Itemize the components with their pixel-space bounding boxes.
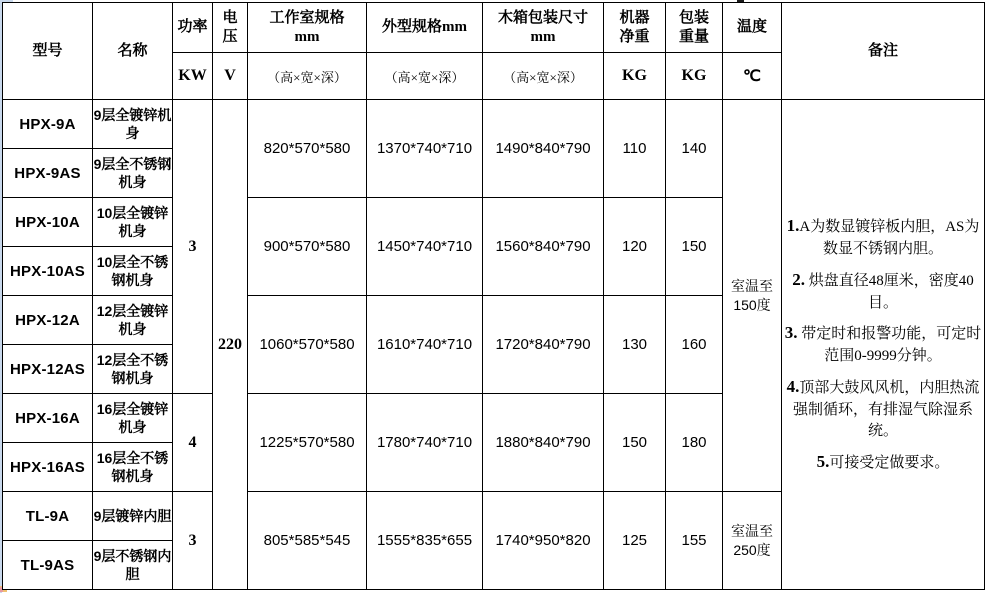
name-cell: 9层镀锌内胆 (93, 492, 173, 541)
external-spec-cell: 1450*740*710 (367, 198, 483, 296)
name-cell: 12层全镀锌机身 (93, 296, 173, 345)
table-row (3, 100, 985, 149)
name-cell: 10层全镀锌机身 (93, 198, 173, 247)
remark-item: 5.可接受定做要求。 (816, 452, 950, 471)
header-package-unit: （高×宽×深） (483, 53, 604, 100)
net-weight-cell: 110 (604, 100, 666, 198)
header-voltage-unit: V (213, 53, 248, 100)
name-cell: 9层全镀锌机身 (93, 100, 173, 149)
net-weight-cell: 120 (604, 198, 666, 296)
remark-item: 3. 带定时和报警功能，可定时范围0-9999分钟。 (784, 323, 982, 364)
chamber-spec-cell: 820*570*580 (248, 100, 367, 198)
header-power-unit: KW (173, 53, 213, 100)
package-size-cell: 1490*840*790 (483, 100, 604, 198)
power-cell: 3 (173, 492, 213, 590)
model-cell: TL-9A (3, 492, 93, 541)
name-cell: 9层全不锈钢机身 (93, 149, 173, 198)
model-cell: HPX-12A (3, 296, 93, 345)
name-cell: 9层不锈钢内胆 (93, 541, 173, 590)
model-cell: TL-9AS (3, 541, 93, 590)
name-cell: 16层全镀锌机身 (93, 394, 173, 443)
net-weight-cell: 130 (604, 296, 666, 394)
header-power: 功率 (173, 3, 213, 53)
package-weight-cell: 140 (666, 100, 723, 198)
external-spec-cell: 1610*740*710 (367, 296, 483, 394)
header-external-unit: （高×宽×深） (367, 53, 483, 100)
net-weight-cell: 125 (604, 492, 666, 590)
model-cell: HPX-10A (3, 198, 93, 247)
power-cell: 4 (173, 394, 213, 492)
header-temperature: 温度 (723, 3, 782, 53)
model-cell: HPX-16A (3, 394, 93, 443)
header-chamber-unit: （高×宽×深） (248, 53, 367, 100)
remark-item: 4.顶部大鼓风风机，内胆热流强制循环，有排湿气除湿系统。 (786, 376, 980, 440)
header-external: 外型规格mm (367, 3, 483, 53)
chamber-spec-cell: 900*570*580 (248, 198, 367, 296)
external-spec-cell: 1780*740*710 (367, 394, 483, 492)
remark-item: 1.A为数显镀锌板内胆，AS为数显不锈钢内胆。 (786, 216, 980, 257)
remark-item: 2. 烘盘直径48厘米，密度40目。 (792, 269, 974, 311)
package-size-cell: 1740*950*820 (483, 492, 604, 590)
package-weight-cell: 160 (666, 296, 723, 394)
product-spec-table (2, 2, 985, 590)
package-weight-cell: 150 (666, 198, 723, 296)
model-cell: HPX-9AS (3, 149, 93, 198)
voltage-cell: 220 (213, 100, 248, 590)
net-weight-cell: 150 (604, 394, 666, 492)
external-spec-cell: 1555*835*655 (367, 492, 483, 590)
package-weight-cell: 155 (666, 492, 723, 590)
chamber-spec-cell: 1225*570*580 (248, 394, 367, 492)
external-spec-cell: 1370*740*710 (367, 100, 483, 198)
header-pack-weight: 包装重量 (666, 3, 723, 53)
model-cell: HPX-16AS (3, 443, 93, 492)
remarks-cell (782, 100, 985, 590)
name-cell: 12层全不锈钢机身 (93, 345, 173, 394)
header-pack-weight-unit: KG (666, 53, 723, 100)
header-name: 名称 (93, 3, 173, 100)
header-temperature-unit: ℃ (723, 53, 782, 100)
header-net-weight-unit: KG (604, 53, 666, 100)
name-cell: 10层全不锈钢机身 (93, 247, 173, 296)
model-cell: HPX-9A (3, 100, 93, 149)
package-size-cell: 1720*840*790 (483, 296, 604, 394)
power-cell: 3 (173, 100, 213, 394)
remarks-list (782, 214, 984, 475)
package-size-cell: 1560*840*790 (483, 198, 604, 296)
header-voltage: 电压 (213, 3, 248, 53)
product-spec-sheet (2, 2, 985, 590)
temperature-cell: 室温至150度 (723, 100, 782, 492)
package-size-cell: 1880*840*790 (483, 394, 604, 492)
temperature-cell: 室温至250度 (723, 492, 782, 590)
package-weight-cell: 180 (666, 394, 723, 492)
header-package: 木箱包装尺寸mm (483, 3, 604, 53)
header-model: 型号 (3, 3, 93, 100)
model-cell: HPX-10AS (3, 247, 93, 296)
model-cell: HPX-12AS (3, 345, 93, 394)
header-chamber: 工作室规格mm (248, 3, 367, 53)
header-net-weight: 机器净重 (604, 3, 666, 53)
header-remarks: 备注 (782, 3, 985, 100)
chamber-spec-cell: 1060*570*580 (248, 296, 367, 394)
chamber-spec-cell: 805*585*545 (248, 492, 367, 590)
name-cell: 16层全不锈钢机身 (93, 443, 173, 492)
